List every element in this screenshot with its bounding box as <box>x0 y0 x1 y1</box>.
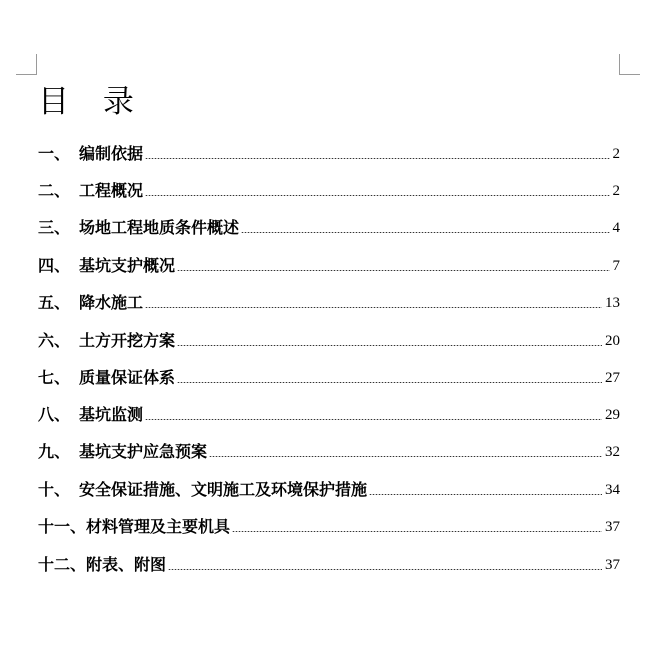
toc-entry[interactable] <box>38 177 620 201</box>
dot-leader <box>168 569 602 570</box>
toc-entry[interactable] <box>38 364 620 388</box>
dot-leader <box>209 456 602 457</box>
dot-leader <box>232 531 602 532</box>
toc-entry-number: 九、 <box>38 442 71 461</box>
toc-entry-number: 八、 <box>38 405 71 424</box>
toc-entry[interactable] <box>38 551 620 575</box>
crop-mark-top-right <box>619 54 640 75</box>
crop-mark-top-left <box>16 54 37 75</box>
dot-leader <box>177 270 609 271</box>
toc-entry-text: 场地工程地质条件概述 <box>79 218 240 237</box>
toc-entry-text: 基坑支护概况 <box>79 256 176 275</box>
toc-entry[interactable] <box>38 401 620 425</box>
toc-entry[interactable] <box>38 327 620 351</box>
toc-entry-text: 土方开挖方案 <box>79 331 176 350</box>
toc-entry-page: 20 <box>605 333 620 349</box>
toc-entry-number: 五、 <box>38 293 71 312</box>
toc-entry-page: 13 <box>605 295 620 311</box>
toc-entry[interactable] <box>38 476 620 500</box>
toc-entry-number: 七、 <box>38 368 71 387</box>
toc-entry-number: 二、 <box>38 181 71 200</box>
dot-leader <box>145 307 602 308</box>
toc-entry-number: 四、 <box>38 256 71 275</box>
toc-entry-page: 2 <box>612 183 620 199</box>
toc-entry-page: 37 <box>605 519 620 535</box>
toc-entry-number: 六、 <box>38 331 71 350</box>
dot-leader <box>145 158 609 159</box>
toc-entry-text: 基坑支护应急预案 <box>79 442 208 461</box>
dot-leader <box>177 382 602 383</box>
toc-entry-number: 十、 <box>38 480 71 499</box>
dot-leader <box>241 232 609 233</box>
toc-entry-text: 附表、附图 <box>86 555 167 574</box>
toc-entry-text: 降水施工 <box>79 293 144 312</box>
toc-entry-number: 三、 <box>38 218 71 237</box>
toc-entry-text: 基坑监测 <box>79 405 144 424</box>
toc-entry-page: 2 <box>612 146 620 162</box>
toc-entry-number: 一、 <box>38 144 71 163</box>
dot-leader <box>145 195 609 196</box>
toc-entry-page: 27 <box>605 370 620 386</box>
toc-entry-page: 29 <box>605 407 620 423</box>
toc-entry-page: 32 <box>605 444 620 460</box>
toc-entry-page: 34 <box>605 482 620 498</box>
dot-leader <box>177 345 602 346</box>
toc-entry-number: 十二、 <box>38 555 87 574</box>
toc-entry[interactable] <box>38 513 620 537</box>
toc-entry-text: 材料管理及主要机具 <box>86 517 231 536</box>
toc-entry[interactable] <box>38 438 620 462</box>
toc-entry-text: 质量保证体系 <box>79 368 176 387</box>
toc-entry[interactable] <box>38 252 620 276</box>
toc-heading: 目 录 <box>38 84 146 120</box>
dot-leader <box>145 419 602 420</box>
toc-entry-text: 编制依据 <box>79 144 144 163</box>
toc-entry-page: 37 <box>605 557 620 573</box>
toc-entry[interactable] <box>38 214 620 238</box>
toc-entry-text: 安全保证措施、文明施工及环境保护措施 <box>79 480 368 499</box>
toc-entry-page: 7 <box>612 258 620 274</box>
toc-entry[interactable] <box>38 140 620 164</box>
dot-leader <box>369 494 602 495</box>
toc-entry-page: 4 <box>612 220 620 236</box>
toc-entry-number: 十一、 <box>38 517 87 536</box>
toc-entry[interactable] <box>38 289 620 313</box>
toc-entry-text: 工程概况 <box>79 181 144 200</box>
